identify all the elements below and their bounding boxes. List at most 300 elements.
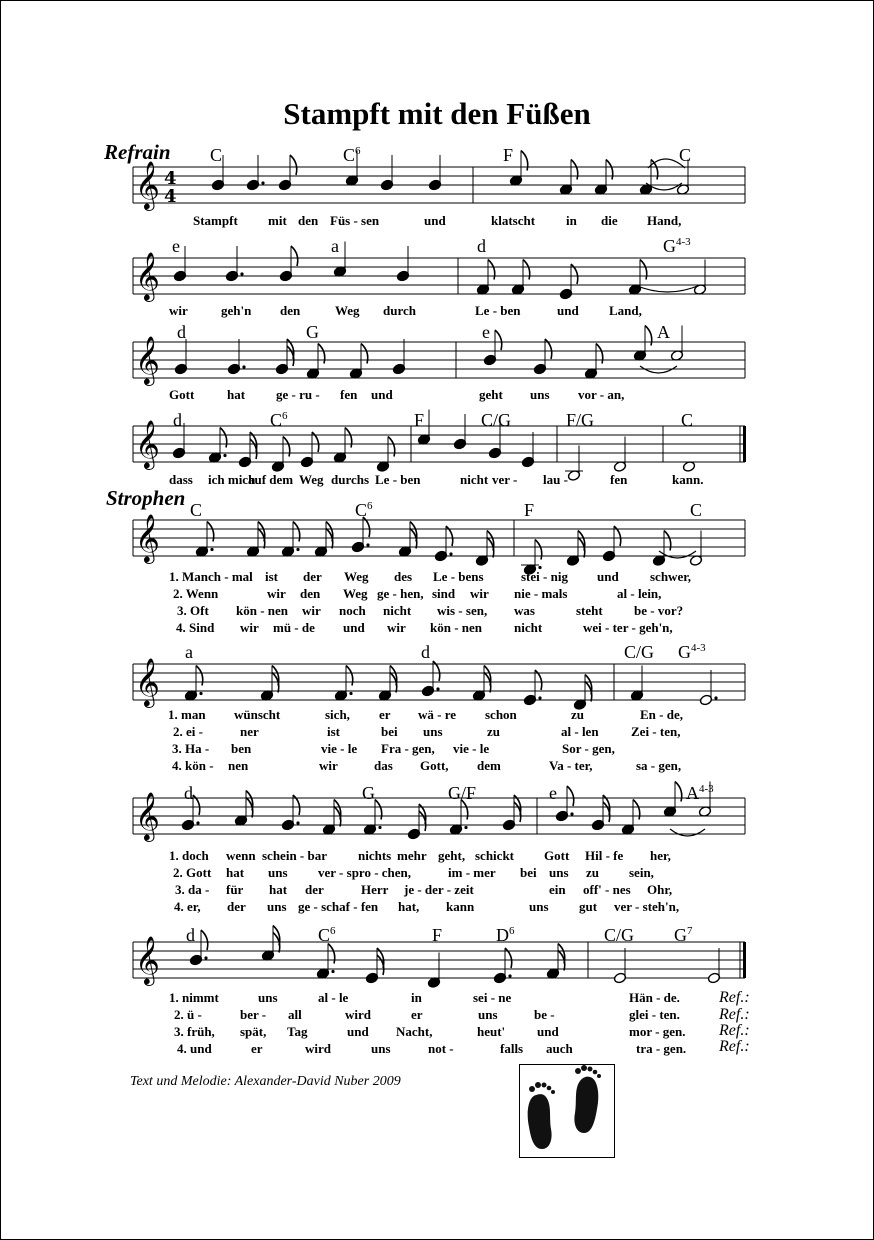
lyric-verse-3: 3. Ha -	[172, 741, 210, 756]
chord-symbol	[524, 500, 534, 521]
note-flag	[290, 155, 297, 175]
lyric-verse-4: sa - gen,	[636, 758, 682, 773]
lyric-syllable: und	[424, 213, 446, 228]
lyric-verse-3: Fra - gen,	[381, 741, 435, 756]
lyric-verse-2: hat	[226, 865, 245, 880]
lyric-verse-1: schickt	[475, 848, 514, 863]
lyric-verse-3: ein	[549, 882, 566, 897]
chord-root: G	[306, 322, 319, 342]
note-flag	[567, 786, 574, 806]
lyric-verse-2: sein,	[629, 865, 654, 880]
dot	[570, 812, 573, 815]
chord-symbol	[186, 925, 195, 946]
lyric-verse-4: wird	[305, 1041, 331, 1056]
chord-symbol	[674, 925, 693, 946]
chord-symbol	[686, 783, 714, 804]
chord-symbol	[663, 236, 691, 257]
chord-symbol	[681, 410, 693, 431]
lyric-verse-4: not -	[428, 1041, 454, 1056]
lyric-verse-4: 4. Sind	[176, 620, 215, 635]
chord-symbol	[343, 145, 361, 166]
final-barline-thick	[743, 426, 746, 462]
chord-symbol	[414, 410, 424, 431]
lyric-verse-1: schwer,	[650, 569, 692, 584]
ref-marker: Ref.:	[719, 989, 750, 1006]
lyric-verse-3: je - der - zeit	[404, 882, 474, 897]
lyric-verse-2: ver - spro - chen,	[318, 865, 412, 880]
lyric-syllable: den	[298, 213, 319, 228]
lyric-syllable: Land,	[609, 303, 642, 318]
lyric-verse-4: Gott,	[420, 758, 449, 773]
lyric-verse-1: wä - re	[418, 707, 457, 722]
lyric-verse-2: glei - ten.	[629, 1007, 680, 1022]
treble-clef: 𝄞	[135, 160, 160, 209]
time-signature-bottom: 4	[164, 186, 177, 207]
chord-root: F/G	[566, 410, 595, 430]
chord-extension: 6	[330, 925, 336, 937]
lyric-verse-2: uns	[423, 724, 443, 739]
lyric-verse-4: das	[374, 758, 393, 773]
lyric-verse-2: ist	[327, 724, 340, 739]
lyric-verse-1: 1. man	[168, 707, 206, 722]
lyric-verse-2: im - mer	[448, 865, 496, 880]
lyric-syllable: Stampft	[193, 213, 238, 228]
lyric-verse-3: Nacht,	[396, 1024, 433, 1039]
lyric-verse-4: ge - schaf - fen	[298, 899, 379, 914]
dot	[464, 826, 467, 829]
chord-root: C	[210, 145, 223, 165]
time-signature-top: 4	[164, 168, 177, 189]
lyric-verse-4: und	[343, 620, 365, 635]
chord-root: C	[190, 500, 203, 520]
lyric-verse-4: mü - de	[273, 620, 315, 635]
dot	[538, 696, 541, 699]
lyric-verse-4: nen	[228, 758, 249, 773]
lyric-verse-2: bei	[520, 865, 537, 880]
chord-symbol	[481, 410, 511, 431]
chord-extension: 6	[282, 410, 288, 422]
lyric-verse-1: Weg	[344, 569, 369, 584]
dot	[349, 692, 352, 695]
lyric-verse-1: in	[411, 990, 422, 1005]
chord-symbol	[690, 500, 702, 521]
note-flag	[291, 246, 298, 266]
lyric-verse-4: hat,	[398, 899, 420, 914]
lyric-verse-2: 2. ü -	[174, 1007, 202, 1022]
ref-marker: Ref.:	[719, 1022, 750, 1039]
chord-symbol	[496, 925, 515, 946]
chord-symbol	[177, 322, 186, 343]
chord-symbol	[624, 642, 654, 663]
lyric-verse-1: Hil - fe	[585, 848, 624, 863]
lyric-verse-3: was	[514, 603, 535, 618]
lyric-syllable: auf dem	[248, 472, 294, 487]
lyric-verse-3: und	[347, 1024, 369, 1039]
lyric-verse-4: kann	[446, 899, 475, 914]
chord-symbol	[355, 500, 373, 521]
lyric-verse-2: uns	[478, 1007, 498, 1022]
lyric-verse-3: 3. da -	[175, 882, 210, 897]
lyric-verse-4: falls	[500, 1041, 524, 1056]
lyric-verse-2: er	[411, 1007, 423, 1022]
chord-root: C	[690, 500, 703, 520]
chord-root: G	[663, 236, 676, 256]
lyric-verse-2: 2. Wenn	[173, 586, 219, 601]
chord-symbol	[306, 322, 319, 343]
chord-root: d	[177, 322, 186, 342]
chord-root: a	[185, 642, 193, 662]
chord-symbol	[185, 642, 193, 663]
chord-symbol	[503, 145, 513, 166]
lyric-verse-3: Ohr,	[647, 882, 673, 897]
lyric-verse-2: all	[288, 1007, 302, 1022]
chord-symbol	[210, 145, 222, 166]
chord-symbol	[331, 236, 339, 257]
lyric-syllable: uns	[530, 387, 550, 402]
lyric-syllable: Le - ben	[375, 472, 421, 487]
lyric-verse-3: ben	[231, 741, 252, 756]
chord-symbol	[432, 925, 442, 946]
lyric-syllable: und	[371, 387, 393, 402]
lyric-verse-1: al - le	[318, 990, 349, 1005]
lyric-verse-2: sind	[432, 586, 456, 601]
lyric-verse-2: uns	[268, 865, 288, 880]
lyric-syllable: den	[280, 303, 301, 318]
chord-root: C	[681, 410, 694, 430]
chord-extension: 4-3	[699, 783, 714, 795]
lyric-verse-1: Gott	[544, 848, 570, 863]
chord-symbol	[477, 236, 486, 257]
lyric-syllable: in	[566, 213, 577, 228]
dot	[714, 696, 717, 699]
lyric-verse-1: wünscht	[234, 707, 281, 722]
chord-root: e	[172, 236, 180, 256]
final-barline-thick	[743, 942, 746, 978]
lyric-verse-3: 3. Oft	[177, 603, 209, 618]
lyric-verse-1: ist	[265, 569, 278, 584]
lyric-verse-4: 4. kön -	[172, 758, 214, 773]
lyric-verse-2: 2. ei -	[173, 724, 203, 739]
dot	[204, 956, 207, 959]
chord-root: F	[432, 925, 443, 945]
lyric-verse-1: und	[597, 569, 619, 584]
lyric-verse-3: vie - le	[453, 741, 490, 756]
refrain-label: Refrain	[104, 140, 171, 164]
dot	[242, 365, 245, 368]
lyric-verse-1: sei - ne	[473, 990, 512, 1005]
lyric-verse-2: den	[300, 586, 321, 601]
lyric-verse-1: der	[303, 569, 322, 584]
chord-extension: 7	[687, 925, 693, 937]
lyric-verse-3: wis - sen,	[437, 603, 488, 618]
lyric-verse-2: uns	[549, 865, 569, 880]
lyric-syllable: durchs	[331, 472, 370, 487]
chord-root: a	[331, 236, 339, 256]
lyric-verse-1: nichts	[358, 848, 392, 863]
chord-root: G	[678, 642, 691, 662]
lyric-verse-2: zu	[586, 865, 599, 880]
dot	[378, 826, 381, 829]
chord-extension: 6	[509, 925, 515, 937]
lyric-verse-1: sich,	[325, 707, 350, 722]
lyric-syllable: ich mich	[208, 472, 256, 487]
lyric-verse-4: wir	[319, 758, 338, 773]
chord-root: F	[503, 145, 514, 165]
lyric-verse-4: ver - steh'n,	[614, 899, 680, 914]
chord-symbol	[184, 783, 193, 804]
lyric-verse-1: Le - bens	[433, 569, 484, 584]
dot	[261, 181, 264, 184]
lyric-verse-4: kön - nen	[430, 620, 483, 635]
strophen-label: Strophen	[106, 486, 186, 510]
treble-clef: 𝄞	[135, 251, 160, 300]
chord-root: C/G	[604, 925, 635, 945]
dot	[296, 821, 299, 824]
ref-marker: Ref.:	[719, 1038, 750, 1055]
lyric-verse-2: be -	[534, 1007, 555, 1022]
lyric-verse-2: wir	[267, 586, 286, 601]
lyric-verse-2: al - len	[561, 724, 599, 739]
lyric-verse-2: bei	[381, 724, 398, 739]
lyric-verse-1: zu	[571, 707, 584, 722]
treble-clef: 𝄞	[135, 791, 160, 840]
credit-line: Text und Melodie: Alexander-David Nuber 2009	[130, 1074, 401, 1089]
lyric-verse-3: off' - nes	[583, 882, 631, 897]
tie	[659, 551, 696, 558]
lyric-syllable: vor - an,	[578, 387, 625, 402]
lyric-verse-3: hat	[269, 882, 288, 897]
lyric-verse-3: wir	[302, 603, 321, 618]
lyric-verse-2: Weg	[343, 586, 368, 601]
lyric-verse-4: Va - ter,	[549, 758, 593, 773]
lyric-verse-3: nicht	[383, 603, 412, 618]
lyric-verse-4: wir	[240, 620, 259, 635]
chord-root: d	[477, 236, 486, 256]
chord-symbol	[657, 322, 670, 343]
dot	[196, 821, 199, 824]
lyric-verse-3: be - vor?	[634, 603, 684, 618]
lyric-verse-3: vie - le	[321, 741, 358, 756]
lyric-verse-3: Sor - gen,	[562, 741, 615, 756]
lyric-verse-3: kön - nen	[236, 603, 289, 618]
chord-symbol	[549, 783, 557, 804]
chord-symbol	[566, 410, 594, 431]
lyric-verse-4: 4. und	[177, 1041, 212, 1056]
lyric-syllable: kann.	[672, 472, 704, 487]
lyric-syllable: dass	[169, 472, 193, 487]
chord-symbol	[362, 783, 375, 804]
lyric-verse-3: heut'	[477, 1024, 506, 1039]
lyric-syllable: wir	[169, 303, 188, 318]
lyric-verse-4: wei - ter - geh'n,	[583, 620, 673, 635]
lyric-syllable: hat	[227, 387, 246, 402]
lyric-verse-1: schein - bar	[262, 848, 327, 863]
lyric-verse-2: ge - hen,	[377, 586, 424, 601]
lyric-verse-4: nicht	[514, 620, 543, 635]
chord-root: C	[318, 925, 331, 945]
lyric-verse-1: 1. nimmt	[169, 990, 219, 1005]
dot	[199, 692, 202, 695]
lyric-syllable: geht	[479, 387, 503, 402]
lyric-verse-1: uns	[258, 990, 278, 1005]
lyric-verse-1: des	[394, 569, 413, 584]
chord-root: e	[549, 783, 557, 803]
chord-root: C	[343, 145, 356, 165]
lyric-verse-4: tra - gen.	[636, 1041, 687, 1056]
chord-extension: 6	[367, 500, 373, 512]
lyric-syllable: ver -	[492, 472, 518, 487]
tie	[670, 829, 705, 836]
lyric-verse-4: 4. er,	[174, 899, 201, 914]
lyric-verse-2: ner	[240, 724, 259, 739]
lyric-verse-1: Hän - de.	[629, 990, 680, 1005]
chord-root: A	[657, 322, 670, 342]
chord-symbol	[448, 783, 476, 804]
chord-root: G/F	[448, 783, 477, 803]
lyric-verse-1: schon	[485, 707, 517, 722]
dot	[436, 687, 439, 690]
note-flag	[201, 930, 208, 950]
dot	[508, 974, 511, 977]
chord-root: e	[482, 322, 490, 342]
lyric-verse-4: uns	[529, 899, 549, 914]
chord-symbol	[190, 500, 202, 521]
lyric-verse-3: Tag	[287, 1024, 308, 1039]
lyric-syllable: Weg	[335, 303, 360, 318]
lyric-verse-2: Zei - ten,	[631, 724, 681, 739]
lyric-syllable: ge - ru -	[276, 387, 320, 402]
chord-root: C	[355, 500, 368, 520]
lyric-verse-4: der	[227, 899, 246, 914]
lyric-syllable: Le - ben	[475, 303, 521, 318]
chord-root: C	[679, 145, 692, 165]
lyric-verse-1: er	[379, 707, 391, 722]
chord-symbol	[604, 925, 634, 946]
lyric-syllable: fen	[610, 472, 628, 487]
lyric-verse-1: wenn	[226, 848, 256, 863]
lyric-syllable: und	[557, 303, 579, 318]
dot	[366, 543, 369, 546]
lyric-syllable: Weg	[299, 472, 324, 487]
lyric-verse-1: 1. doch	[169, 848, 209, 863]
lyric-verse-3: 3. früh,	[174, 1024, 215, 1039]
chord-root: G	[362, 783, 375, 803]
lyric-verse-2: 2. Gott	[173, 865, 212, 880]
tie	[635, 285, 700, 292]
lyric-verse-3: für	[226, 882, 244, 897]
chord-symbol	[318, 925, 336, 946]
lyric-syllable: fen	[340, 387, 358, 402]
chord-root: d	[173, 410, 182, 430]
lyric-verse-2: zu	[487, 724, 500, 739]
treble-clef: 𝄞	[135, 935, 160, 984]
lyric-syllable: mit	[268, 213, 287, 228]
lyric-verse-3: der	[305, 882, 324, 897]
dot	[210, 548, 213, 551]
lyric-verse-3: und	[537, 1024, 559, 1039]
chord-symbol	[679, 145, 691, 166]
dot	[240, 272, 243, 275]
chord-symbol	[421, 642, 430, 663]
lyric-verse-1: En - de,	[640, 707, 683, 722]
treble-clef: 𝄞	[135, 335, 160, 384]
lyric-verse-2: wird	[345, 1007, 371, 1022]
lyric-syllable: durch	[383, 303, 416, 318]
lyric-verse-4: auch	[546, 1041, 573, 1056]
dot	[223, 454, 226, 457]
lyric-syllable: Füs - sen	[330, 213, 380, 228]
lyric-verse-4: dem	[477, 758, 501, 773]
note-flag	[495, 330, 502, 350]
chord-symbol	[173, 410, 182, 431]
chord-root: d	[421, 642, 430, 662]
lyric-verse-1: 1. Manch - mal	[169, 569, 253, 584]
footprints-icon	[519, 1064, 615, 1158]
lyric-verse-4: gut	[579, 899, 598, 914]
chord-root: A	[686, 783, 699, 803]
dot	[331, 970, 334, 973]
lyric-verse-2: nie - mals	[514, 586, 568, 601]
lyric-verse-3: spät,	[240, 1024, 267, 1039]
lyric-syllable: geh'n	[221, 303, 252, 318]
lyric-verse-1: her,	[650, 848, 671, 863]
ref-marker: Ref.:	[719, 1006, 750, 1023]
chord-root: C/G	[481, 410, 512, 430]
chord-symbol	[172, 236, 180, 257]
chord-symbol	[482, 322, 490, 343]
lyric-verse-1: geht,	[438, 848, 466, 863]
lyric-syllable: lau -	[543, 472, 568, 487]
lyric-verse-4: uns	[267, 899, 287, 914]
chord-symbol	[678, 642, 706, 663]
lyric-syllable: Gott	[169, 387, 195, 402]
dot	[296, 548, 299, 551]
lyric-verse-1: stei - nig	[521, 569, 568, 584]
chord-symbol	[270, 410, 288, 431]
chord-root: C	[270, 410, 283, 430]
lyric-syllable: klatscht	[491, 213, 536, 228]
chord-root: d	[186, 925, 195, 945]
treble-clef: 𝄞	[135, 419, 160, 468]
chord-extension: 4-3	[676, 236, 691, 248]
chord-root: G	[674, 925, 687, 945]
lyric-verse-3: steht	[576, 603, 603, 618]
chord-root: C/G	[624, 642, 655, 662]
lyric-verse-2: al - lein,	[617, 586, 662, 601]
lyric-verse-2: wir	[470, 586, 489, 601]
lyric-verse-1: mehr	[397, 848, 427, 863]
treble-clef: 𝄞	[135, 513, 160, 562]
lyric-verse-4: uns	[371, 1041, 391, 1056]
chord-root: D	[496, 925, 509, 945]
chord-root: F	[414, 410, 425, 430]
lyric-syllable: nicht	[460, 472, 489, 487]
treble-clef: 𝄞	[135, 657, 160, 706]
lyric-verse-4: er	[251, 1041, 263, 1056]
chord-root: d	[184, 783, 193, 803]
lyric-syllable: Hand,	[647, 213, 682, 228]
lyric-verse-2: ber -	[240, 1007, 267, 1022]
lyric-syllable: die	[601, 213, 618, 228]
lyric-verse-3: noch	[339, 603, 366, 618]
lyric-verse-3: mor - gen.	[629, 1024, 686, 1039]
lyric-verse-3: Herr	[361, 882, 389, 897]
chord-root: F	[524, 500, 535, 520]
dot	[449, 552, 452, 555]
lyric-verse-4: wir	[387, 620, 406, 635]
chord-extension: 6	[355, 145, 361, 157]
chord-extension: 4-3	[691, 642, 706, 654]
